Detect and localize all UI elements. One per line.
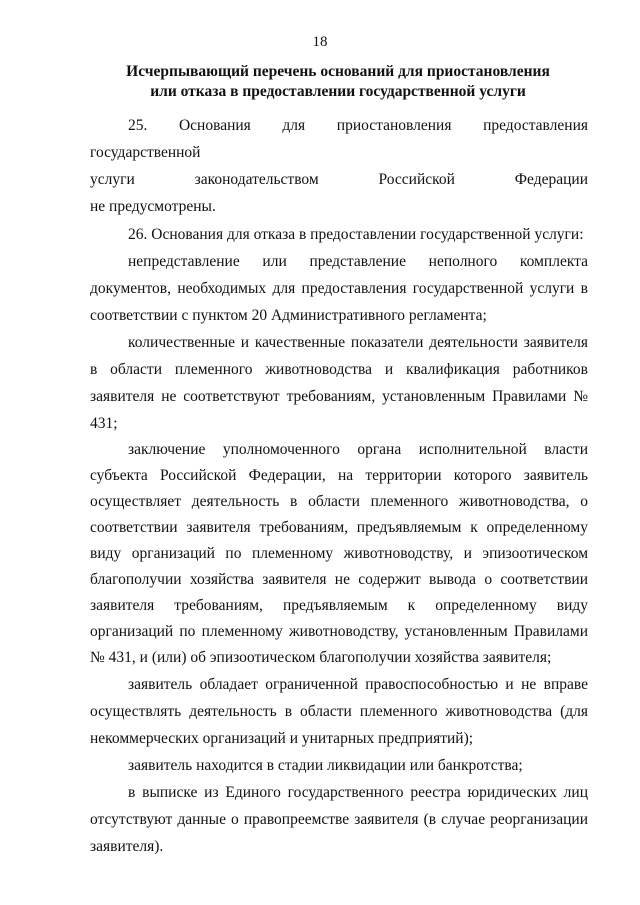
list-item: заявитель находится в стадии ликвидации или банкротства;: [128, 757, 523, 774]
section-heading-line-2: или отказа в предоставлении государственной услуги: [150, 83, 526, 100]
list-item: в выписке из Единого государственного реестра юридических лиц отсутствуют данные о правопреемстве заявителя (в случае реорганизации заявителя).: [90, 784, 588, 855]
paragraph-25-justified-line: [90, 166, 588, 193]
paragraph-25-word: Федерации: [514, 171, 588, 188]
list-item: непредставление или представление неполного комплекта документов, необходимых для предоставления государственной услуги в соответствии с пунктом 20 Административного регламента;: [90, 253, 588, 324]
section-heading-line-1: Исчерпывающий перечень оснований для приостановления: [126, 63, 550, 80]
list-item: количественные и качественные показатели деятельности заявителя в области племенного животноводства и квалификация работников заявителя не соответствуют требованиям, установленным Правилами № 431;: [90, 334, 588, 432]
document-body: [90, 112, 588, 860]
paragraph-25-lead: 25. Основания для приостановления предоставления государственной: [90, 117, 588, 161]
paragraph-25-tail: не предусмотрены.: [90, 198, 216, 215]
section-heading: [88, 62, 588, 102]
list-item: заявитель обладает ограниченной правоспособностью и не вправе осуществлять деятельность в области племенного животноводства (для некоммерческих организаций и унитарных предприятий);: [90, 676, 588, 747]
paragraph-25-word: услуги: [90, 171, 135, 188]
page-number: 18: [312, 34, 328, 50]
list-item: заключение уполномоченного органа исполнительной власти субъекта Российской Федерации, на территории которого заявитель осуществляет деятельность в области племенного животноводства, о соответствии заявителя требованиям, предъявляемым к определенному виду организаций по племенному животноводству, и эпизоотическом благополучии хозяйства заявителя не содержит вывода о соответствии заявителя требованиям, предъявляемым к определенному виду организаций по племенному животноводству, установленным Правилами № 431, и (или) об эпизоотическом благополучии хозяйства заявителя;: [90, 441, 588, 666]
paragraph-26: 26. Основания для отказа в предоставлении государственной услуги:: [128, 226, 584, 243]
paragraph-25-word: Российской: [378, 171, 455, 188]
paragraph-25-word: законодательством: [194, 171, 319, 188]
